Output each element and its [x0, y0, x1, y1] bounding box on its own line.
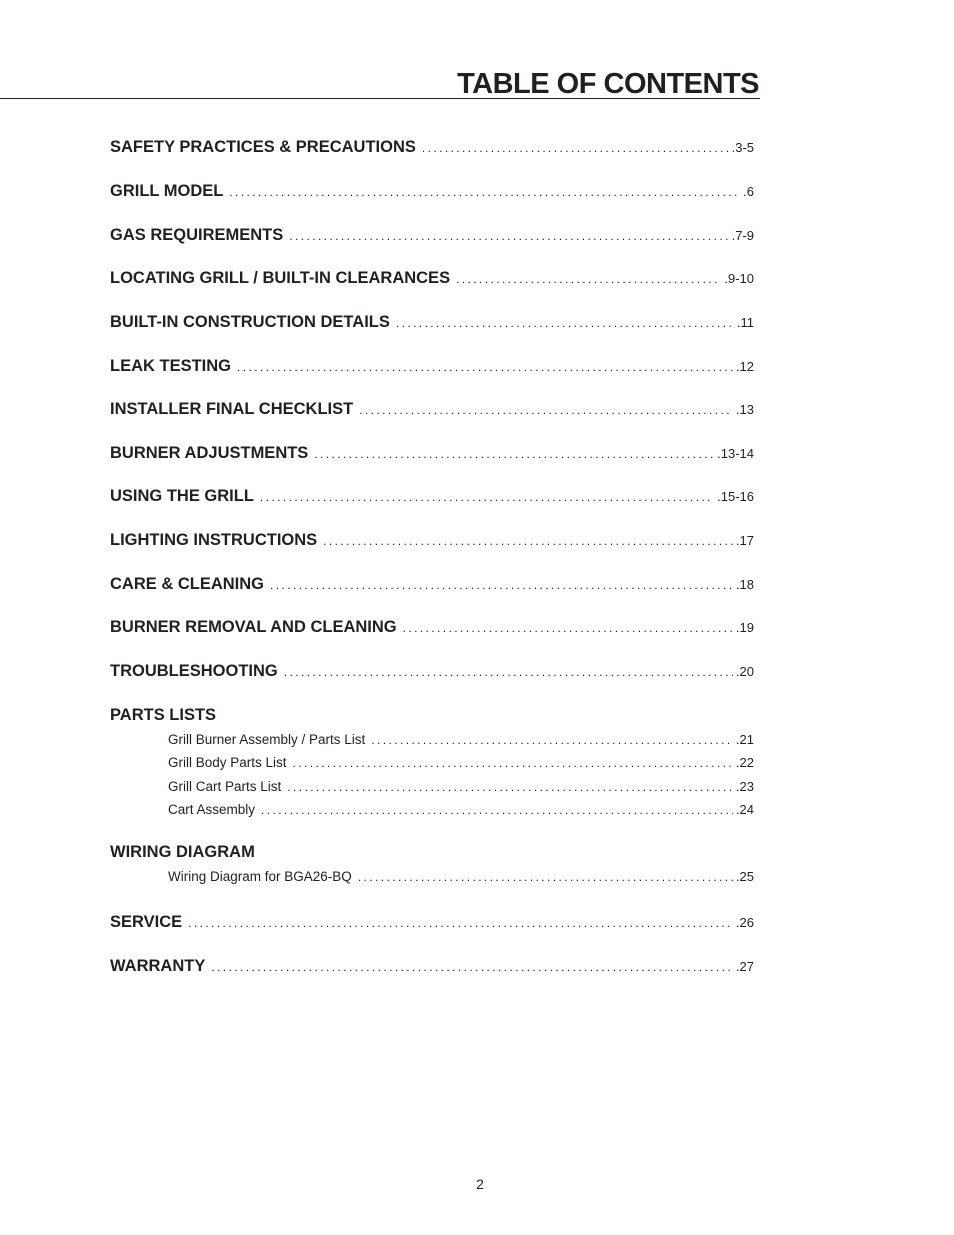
toc-entry-page: .3-5 [731, 140, 754, 155]
toc-entry-label: TROUBLESHOOTING [110, 662, 278, 680]
toc-entry-label: USING THE GRILL [110, 487, 254, 505]
dot-leader [359, 403, 733, 417]
toc-entry[interactable] [110, 444, 754, 463]
toc-entry[interactable] [110, 531, 754, 550]
title-rule [0, 98, 760, 99]
toc-subentry-label: Wiring Diagram for BGA26-BQ [168, 869, 352, 884]
toc-entry-label: WARRANTY [110, 957, 206, 975]
dot-leader [422, 141, 729, 155]
toc-subentry-label: Grill Cart Parts List [168, 779, 282, 794]
toc-entry-page: .12 [735, 359, 754, 374]
toc-entry-label: GAS REQUIREMENTS [110, 226, 284, 244]
toc-entry-label: BUILT-IN CONSTRUCTION DETAILS [110, 313, 390, 331]
dot-leader [293, 756, 733, 770]
toc-subentry-label: Grill Body Parts List [168, 755, 287, 770]
toc-entry-page: .18 [735, 577, 754, 592]
toc-entry-page: .20 [735, 664, 754, 679]
toc-entry-label: LIGHTING INSTRUCTIONS [110, 531, 318, 549]
toc-entry-page: .15-16 [717, 489, 754, 504]
toc-subentry-label: Cart Assembly [168, 802, 256, 817]
toc-entry-page: .17 [735, 533, 754, 548]
dot-leader [396, 316, 734, 330]
dot-leader [270, 578, 733, 592]
toc-entry[interactable] [110, 575, 754, 594]
toc-subentry[interactable] [168, 869, 754, 884]
dot-leader [260, 490, 714, 504]
toc-entry[interactable] [110, 913, 754, 932]
toc-entry-label: SERVICE [110, 913, 183, 931]
dot-leader [237, 360, 733, 374]
toc-entry-page: .26 [735, 915, 754, 930]
toc-subentry[interactable] [168, 755, 754, 770]
dot-leader [314, 447, 714, 461]
dot-leader [287, 780, 733, 794]
page-title: TABLE OF CONTENTS [457, 68, 759, 100]
wiring-diagram-heading: WIRING DIAGRAM [110, 843, 255, 861]
dot-leader [358, 870, 733, 884]
dot-leader [188, 916, 733, 930]
toc-entry-page: .13 [735, 402, 754, 417]
dot-leader [284, 665, 733, 679]
toc-entry[interactable] [110, 357, 754, 376]
toc-entry-label: INSTALLER FINAL CHECKLIST [110, 400, 354, 418]
toc-subentry-page: .21 [735, 732, 754, 747]
dot-leader [403, 621, 733, 635]
toc-entry-label: GRILL MODEL [110, 182, 224, 200]
toc-entry-page: .27 [735, 959, 754, 974]
toc-entry-page: .6 [743, 184, 754, 199]
dot-leader [456, 272, 721, 286]
toc-subentry[interactable] [168, 779, 754, 794]
toc-entry-label: BURNER REMOVAL AND CLEANING [110, 618, 397, 636]
toc-entry-label: SAFETY PRACTICES & PRECAUTIONS [110, 138, 416, 156]
toc-entry[interactable] [110, 957, 754, 976]
dot-leader [371, 733, 733, 747]
dot-leader [229, 185, 740, 199]
dot-leader [323, 534, 733, 548]
toc-entry[interactable] [110, 313, 754, 332]
toc-entry-page: .11 [736, 315, 754, 330]
toc-subentry[interactable] [168, 802, 754, 817]
toc-entry[interactable] [110, 400, 754, 419]
toc-entry[interactable] [110, 618, 754, 637]
toc-entry[interactable] [110, 182, 754, 201]
toc-entry[interactable] [110, 226, 754, 245]
toc-entry[interactable] [110, 662, 754, 681]
toc-entry-page: .7-9 [731, 228, 754, 243]
parts-lists-heading: PARTS LISTS [110, 706, 217, 724]
toc-subentry-label: Grill Burner Assembly / Parts List [168, 732, 366, 747]
page-number: 2 [476, 1176, 484, 1192]
toc-subentry[interactable] [168, 732, 754, 747]
toc-entry-label: CARE & CLEANING [110, 575, 265, 593]
toc-subentry-page: .22 [735, 755, 754, 770]
toc-subentry-page: .23 [735, 779, 754, 794]
toc-entry-label: LEAK TESTING [110, 357, 232, 375]
toc-entry-label: LOCATING GRILL / BUILT-IN CLEARANCES [110, 269, 451, 287]
toc-entry-page: .13-14 [717, 446, 754, 461]
toc-subentry-page: .25 [735, 869, 754, 884]
toc-entry-page: .9-10 [724, 271, 754, 286]
dot-leader [261, 803, 733, 817]
toc-entry[interactable] [110, 269, 754, 288]
toc-subentry-page: .24 [735, 802, 754, 817]
toc-entry[interactable] [110, 487, 754, 506]
toc-entry-page: .19 [735, 620, 754, 635]
dot-leader [211, 960, 733, 974]
toc-entry-label: BURNER ADJUSTMENTS [110, 444, 309, 462]
toc-entry[interactable] [110, 138, 754, 157]
dot-leader [289, 229, 728, 243]
